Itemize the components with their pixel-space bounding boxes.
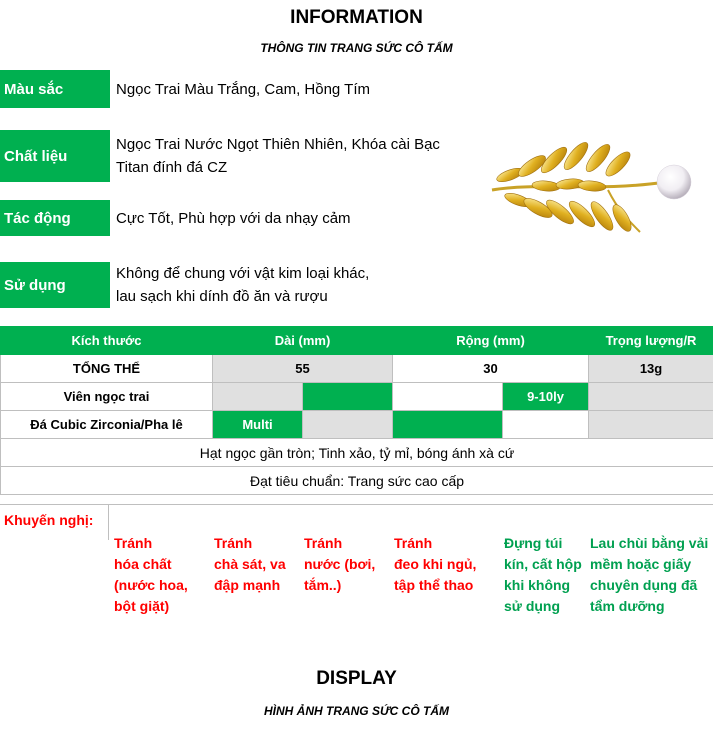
rec-item-chemicals: Tránh hóa chất (nước hoa, bột giặt) bbox=[114, 535, 188, 614]
spec-header-row bbox=[1, 327, 713, 355]
spec-table bbox=[0, 326, 713, 495]
info-title: INFORMATION bbox=[290, 7, 423, 28]
value-material: Ngọc Trai Nước Ngọt Thiên Nhiên, Khóa cài Bạc Titan đính đá CZ bbox=[116, 136, 440, 176]
value-effect: Cực Tốt, Phù hợp với da nhạy cảm bbox=[116, 210, 351, 227]
overall-length: 55 bbox=[213, 355, 393, 383]
spec-row-stone bbox=[1, 411, 713, 439]
value-usage: Không để chung với vật kim loại khác, lau sạch khi dính đồ ăn và rượu bbox=[116, 265, 370, 305]
spec-note-quality: Hạt ngọc gần tròn; Tinh xảo, tỷ mỉ, bóng ánh xà cứ bbox=[1, 439, 713, 467]
stone-label: Đá Cubic Zirconia/Pha lê bbox=[1, 411, 213, 439]
stone-cell-4 bbox=[503, 411, 589, 439]
spec-header-width: Rộng (mm) bbox=[393, 327, 589, 355]
stone-value: Multi bbox=[213, 411, 303, 439]
label-effect: Tác động bbox=[0, 200, 110, 236]
pearl-label: Viên ngọc trai bbox=[1, 383, 213, 411]
overall-label: TỔNG THỂ bbox=[1, 355, 213, 383]
stone-cell-3 bbox=[393, 411, 503, 439]
spec-header-length: Dài (mm) bbox=[213, 327, 393, 355]
overall-weight: 13g bbox=[589, 355, 713, 383]
pearl-cell-3 bbox=[393, 383, 503, 411]
spec-header-size: Kích thước bbox=[1, 327, 213, 355]
rec-item-sleep-sport: Tránh đeo khi ngủ, tập thể thao bbox=[394, 535, 477, 593]
pearl-size: 9-10ly bbox=[503, 383, 589, 411]
spec-row-overall bbox=[1, 355, 713, 383]
label-color: Màu sắc bbox=[0, 70, 110, 108]
display-title: DISPLAY bbox=[316, 668, 397, 689]
label-material: Chất liệu bbox=[0, 130, 110, 182]
spec-header-weight: Trọng lượng/R bbox=[589, 327, 713, 355]
overall-width: 30 bbox=[393, 355, 589, 383]
value-color: Ngọc Trai Màu Trắng, Cam, Hồng Tím bbox=[116, 81, 370, 98]
rec-top-border bbox=[0, 504, 713, 505]
rec-item-impact: Tránh chà sát, va đập mạnh bbox=[214, 535, 286, 593]
rec-item-water: Tránh nước (bơi, tắm..) bbox=[304, 535, 376, 593]
recommendation-label: Khuyến nghị: bbox=[4, 512, 94, 528]
rec-item-cleaning: Lau chùi bằng vải mềm hoặc giấy chuyên dụng đã tẩm dưỡng bbox=[590, 535, 709, 614]
pearl-cell-6 bbox=[589, 383, 713, 411]
info-subtitle: THÔNG TIN TRANG SỨC CÔ TẤM bbox=[260, 41, 453, 55]
stone-cell-2 bbox=[303, 411, 393, 439]
stone-cell-6 bbox=[589, 411, 713, 439]
spec-row-note1 bbox=[1, 439, 713, 467]
pearl-cell-1 bbox=[213, 383, 303, 411]
rec-divider bbox=[108, 504, 109, 540]
rec-item-storage: Đựng túi kín, cất hộp khi không sử dụng bbox=[504, 535, 582, 614]
label-usage: Sử dụng bbox=[0, 262, 110, 308]
spec-note-standard: Đạt tiêu chuẩn: Trang sức cao cấp bbox=[1, 467, 713, 495]
spec-row-note2 bbox=[1, 467, 713, 495]
spec-row-pearl bbox=[1, 383, 713, 411]
brooch-image bbox=[488, 120, 713, 250]
pearl-cell-2 bbox=[303, 383, 393, 411]
display-subtitle: HÌNH ẢNH TRANG SỨC CÔ TẤM bbox=[263, 704, 450, 718]
